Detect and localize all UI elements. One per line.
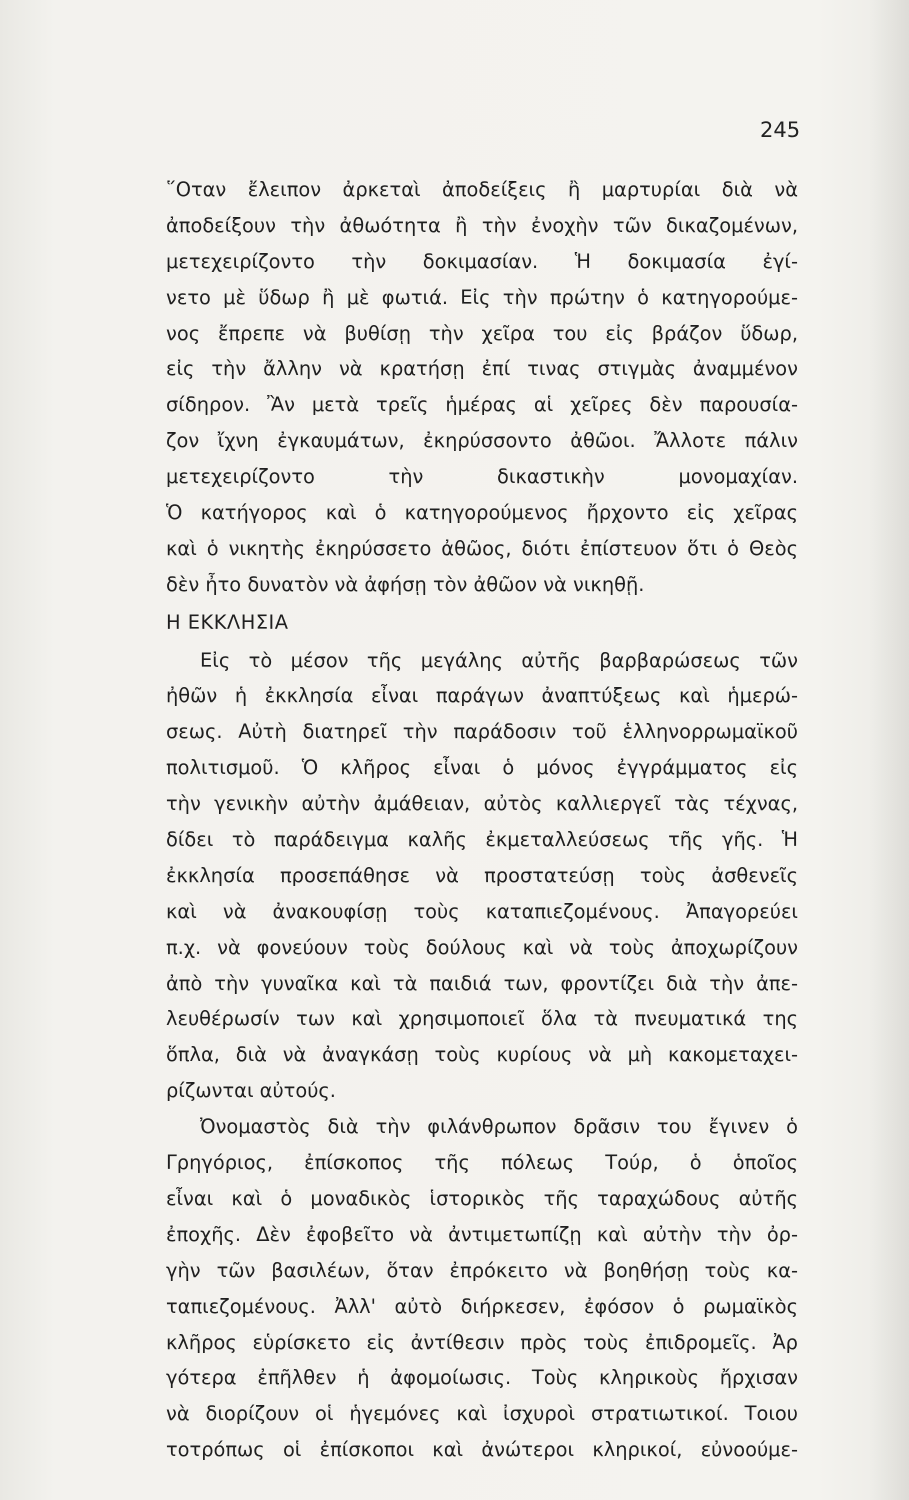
text-line: μετεχειρίζοντο τὴν δικαστικὴν μονομαχίαν. xyxy=(166,465,798,489)
text-line: σεως. Αὐτὴ διατηρεῖ τὴν παράδοσιν τοῦ ἑλληνορρωμαϊκοῦ xyxy=(166,720,798,744)
text-line: π.χ. νὰ φονεύουν τοὺς δούλους καὶ νὰ τοὺς ἀποχωρίζουν xyxy=(166,935,798,959)
text-line: δίδει τὸ παράδειγμα καλῆς ἐκμεταλλεύσεως τῆς γῆς. Ἡ xyxy=(166,828,798,852)
text-line: κλῆρος εὑρίσκετο εἰς ἀντίθεσιν πρὸς τοὺς ἐπιδρομεῖς. Ἀρ xyxy=(166,1330,798,1354)
text-line: τὴν γενικὴν αὐτὴν ἀμάθειαν, αὐτὸς καλλιεργεῖ τὰς τέχνας, xyxy=(166,792,798,816)
text-line: σίδηρον. Ἂν μετὰ τρεῖς ἡμέρας αἱ χεῖρες δὲν παρουσία- xyxy=(166,393,798,417)
text-line: ζον ἴχνη ἐγκαυμάτων, ἐκηρύσσοντο ἀθῶοι. Ἄλλοτε πάλιν xyxy=(166,429,798,453)
text-line: ἠθῶν ἡ ἐκκλησία εἶναι παράγων ἀναπτύξεως καὶ ἡμερώ- xyxy=(166,684,798,708)
text-line: ἀπὸ τὴν γυναῖκα καὶ τὰ παιδιά των, φροντίζει διὰ τὴν ἀπε- xyxy=(166,971,798,995)
text-line: ἐκκλησία προσεπάθησε νὰ προστατεύσῃ τοὺς ἀσθενεῖς xyxy=(166,863,798,887)
body-text xyxy=(166,172,798,1468)
text-line: μετεχειρίζοντο τὴν δοκιμασίαν. Ἡ δοκιμασία ἐγί- xyxy=(166,249,798,273)
text-line: Εἰς τὸ μέσον τῆς μεγάλης αὐτῆς βαρβαρώσεως τῶν xyxy=(200,648,798,672)
text-line: εἶναι καὶ ὁ μοναδικὸς ἱστορικὸς τῆς ταραχώδους αὐτῆς xyxy=(166,1186,798,1210)
text-line: καὶ ὁ νικητὴς ἐκηρύσσετο ἀθῶος, διότι ἐπίστευον ὅτι ὁ Θεὸς xyxy=(166,536,798,560)
text-line: ἐποχῆς. Δὲν ἐφοβεῖτο νὰ ἀντιμετωπίζῃ καὶ αὐτὴν τὴν ὀρ- xyxy=(166,1222,798,1246)
text-line: νὰ διορίζουν οἱ ἡγεμόνες καὶ ἰσχυροὶ στρατιωτικοί. Τοιου xyxy=(166,1402,798,1426)
page-number: 245 xyxy=(760,118,801,142)
text-line: γὴν τῶν βασιλέων, ὅταν ἐπρόκειτο νὰ βοηθήσῃ τοὺς κα- xyxy=(166,1258,798,1282)
text-line: νετο μὲ ὕδωρ ἢ μὲ φωτιά. Εἰς τὴν πρώτην ὁ κατηγορούμε- xyxy=(166,285,798,309)
text-line: Γρηγόριος, ἐπίσκοπος τῆς πόλεως Τούρ, ὁ ὁποῖος xyxy=(166,1151,798,1175)
page-edge-shadow xyxy=(869,0,909,1500)
text-line: λευθέρωσίν των καὶ χρησιμοποιεῖ ὅλα τὰ πνευματικά της xyxy=(166,1007,798,1031)
text-line: ταπιεζομένους. Ἀλλ' αὐτὸ διήρκεσεν, ἐφόσον ὁ ρωμαϊκὸς xyxy=(166,1294,798,1318)
section-heading: Η ΕΚΚΛΗΣΙΑ xyxy=(166,610,289,634)
text-line: γότερα ἐπῆλθεν ἡ ἀφομοίωσις. Τοὺς κληρικοὺς ἤρχισαν xyxy=(166,1366,798,1390)
text-line: ῞Οταν ἔλειπον ἀρκεταὶ ἀποδείξεις ἢ μαρτυρίαι διὰ νὰ xyxy=(166,178,798,201)
text-line: νος ἔπρεπε νὰ βυθίσῃ τὴν χεῖρα του εἰς βράζον ὕδωρ, xyxy=(166,321,798,345)
text-line: εἰς τὴν ἄλλην νὰ κρατήσῃ ἐπί τινας στιγμὰς ἀναμμένον xyxy=(166,357,798,381)
text-line: δὲν ἦτο δυνατὸν νὰ ἀφήσῃ τὸν ἀθῶον νὰ νικηθῇ. xyxy=(166,572,645,596)
text-line: Ὁ κατήγορος καὶ ὁ κατηγορούμενος ἤρχοντο εἰς χεῖρας xyxy=(166,501,798,525)
text-line: ἀποδείξουν τὴν ἀθωότητα ἢ τὴν ἐνοχὴν τῶν δικαζομένων, xyxy=(166,213,798,237)
text-line: τοτρόπως οἱ ἐπίσκοποι καὶ ἀνώτεροι κληρικοί, εὐνοούμε- xyxy=(166,1438,798,1462)
text-line: Ὀνομαστὸς διὰ τὴν φιλάνθρωπον δρᾶσιν του ἔγινεν ὁ xyxy=(200,1115,798,1139)
text-line: ὅπλα, διὰ νὰ ἀναγκάσῃ τοὺς κυρίους νὰ μὴ κακομεταχει- xyxy=(166,1043,798,1067)
text-line: ρίζωνται αὐτούς. xyxy=(166,1079,336,1103)
text-line: πολιτισμοῦ. Ὁ κλῆρος εἶναι ὁ μόνος ἐγγράμματος εἰς xyxy=(166,756,798,780)
text-line: καὶ νὰ ἀνακουφίσῃ τοὺς καταπιεζομένους. Ἀπαγορεύει xyxy=(166,899,798,923)
